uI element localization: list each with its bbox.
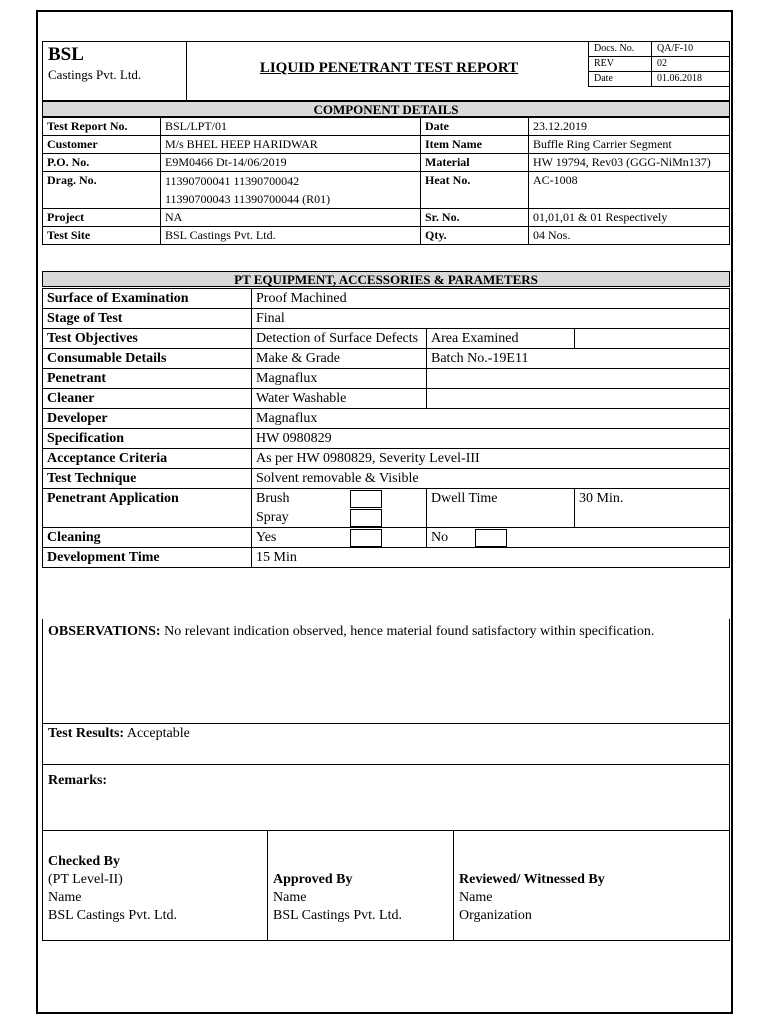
table-row [43,469,730,489]
component-details-heading: COMPONENT DETAILS [42,101,730,117]
param-label: Development Time [43,548,252,568]
observations-text: No relevant indication observed, hence material found satisfactory within specification. [164,624,655,639]
table-row [43,429,730,449]
param-label: Test Technique [43,469,252,489]
param-value: 15 Min [252,548,730,568]
field-value: 23.12.2019 [529,118,730,136]
application-options [252,489,427,528]
spray-label: Spray [256,510,289,525]
reviewed-by-column [453,831,729,940]
dwell-time-label: Dwell Time [427,489,575,528]
cleaning-no [427,528,730,548]
param-label: Surface of Examination [43,289,252,309]
approved-by-org: BSL Castings Pvt. Ltd. [273,908,403,923]
company-block [48,44,141,84]
table-row [43,449,730,469]
table-row [43,136,730,154]
field-label: Material [421,154,529,172]
param-value: Magnaflux [252,369,427,389]
field-value: Buffle Ring Carrier Segment [529,136,730,154]
field-value: NA [161,209,421,227]
field-label: P.O. No. [43,154,161,172]
meta-row [589,42,730,57]
field-value: BSL Castings Pvt. Ltd. [161,227,421,245]
field-label: Drag. No. [43,172,161,209]
table-row [43,172,730,209]
meta-value: QA/F-10 [652,42,730,57]
param-label: Consumable Details [43,349,252,369]
param-label: Penetrant Application [43,489,252,528]
param-label: Developer [43,409,252,429]
remarks-label: Remarks: [48,773,108,788]
param-value: HW 0980829 [252,429,730,449]
option-brush [256,489,422,508]
checked-by-org: BSL Castings Pvt. Ltd. [48,908,178,923]
reviewed-by-title: Reviewed/ Witnessed By [459,872,605,887]
dwell-time-value: 30 Min. [575,489,730,528]
table-row [43,349,730,369]
field-value [161,172,421,209]
field-label: Date [421,118,529,136]
param-value: Final [252,309,730,329]
table-row [43,548,730,568]
table-row [43,409,730,429]
checked-by-level: (PT Level-II) [48,872,123,887]
brush-label: Brush [256,491,290,506]
remarks-section [42,765,730,831]
checked-by-name: Name [48,890,82,905]
table-row [43,369,730,389]
pt-parameters-table [42,288,730,568]
meta-label: REV [589,57,652,72]
field-value: 01,01,01 & 01 Respectively [529,209,730,227]
approved-by-name: Name [273,890,307,905]
meta-row [589,72,730,87]
drag-no-line-1: 11390700041 11390700042 [165,174,300,188]
field-value: HW 19794, Rev03 (GGG-NiMn137) [529,154,730,172]
field-label: Heat No. [421,172,529,209]
param-label: Cleaner [43,389,252,409]
field-value: 04 Nos. [529,227,730,245]
param-value: Solvent removable & Visible [252,469,730,489]
area-examined-value [575,329,730,349]
batch-number: Batch No.-19E11 [427,349,730,369]
field-value: M/s BHEL HEEP HARIDWAR [161,136,421,154]
table-row [43,309,730,329]
report-title: LIQUID PENETRANT TEST REPORT [259,60,519,76]
param-label: Penetrant [43,369,252,389]
meta-value: 01.06.2018 [652,72,730,87]
param-value: Magnaflux [252,409,730,429]
company-full-name: Castings Pvt. Ltd. [48,67,142,82]
param-value: As per HW 0980829, Severity Level-III [252,449,730,469]
field-value: AC-1008 [529,172,730,209]
field-label: Test Report No. [43,118,161,136]
test-results-value: Acceptable [126,726,190,741]
param-value: Proof Machined [252,289,730,309]
observations-section [42,619,730,724]
checked-by-title: Checked By [48,854,120,869]
param-empty [427,389,730,409]
param-empty [427,369,730,389]
field-label: Project [43,209,161,227]
field-label: Customer [43,136,161,154]
meta-row [589,57,730,72]
approved-by-column [267,831,454,940]
drag-no-line-2: 11390700043 11390700044 (R01) [165,192,331,206]
param-label: Test Objectives [43,329,252,349]
table-row [43,528,730,548]
approved-by-title: Approved By [273,872,353,887]
test-results-section [42,724,730,765]
signature-section [42,831,730,941]
observations-label: OBSERVATIONS: [48,624,161,639]
reviewed-by-org: Organization [459,908,532,923]
table-row [43,489,730,528]
no-checkbox[interactable] [475,529,507,547]
param-label: Specification [43,429,252,449]
table-row [43,289,730,309]
param-value: Make & Grade [252,349,427,369]
field-value: BSL/LPT/01 [161,118,421,136]
area-examined-label: Area Examined [427,329,575,349]
meta-label: Date [589,72,652,87]
table-row [43,227,730,245]
table-row [43,154,730,172]
field-label: Qty. [421,227,529,245]
pt-parameters-heading: PT EQUIPMENT, ACCESSORIES & PARAMETERS [42,271,730,287]
field-label: Item Name [421,136,529,154]
yes-checkbox[interactable] [350,529,382,547]
param-label: Acceptance Criteria [43,449,252,469]
brush-checkbox[interactable] [350,490,382,508]
field-label: Sr. No. [421,209,529,227]
param-value: Water Washable [252,389,427,409]
table-row [43,389,730,409]
cleaning-yes [252,528,427,548]
field-label: Test Site [43,227,161,245]
table-row [43,209,730,227]
test-results-label: Test Results: [48,726,125,741]
meta-label: Docs. No. [589,42,652,57]
param-label: Stage of Test [43,309,252,329]
spray-checkbox[interactable] [350,509,382,527]
checked-by-column [43,831,268,940]
meta-value: 02 [652,57,730,72]
component-details-table [42,117,730,245]
param-value: Detection of Surface Defects [252,329,427,349]
document-meta-table [588,41,730,87]
yes-label: Yes [256,530,277,545]
company-short-name: BSL [48,44,84,65]
reviewed-by-name: Name [459,890,493,905]
option-spray [256,508,422,527]
param-label: Cleaning [43,528,252,548]
field-value: E9M0466 Dt-14/06/2019 [161,154,421,172]
table-row [43,118,730,136]
no-label: No [431,530,449,545]
table-row [43,329,730,349]
header-divider [186,41,187,101]
